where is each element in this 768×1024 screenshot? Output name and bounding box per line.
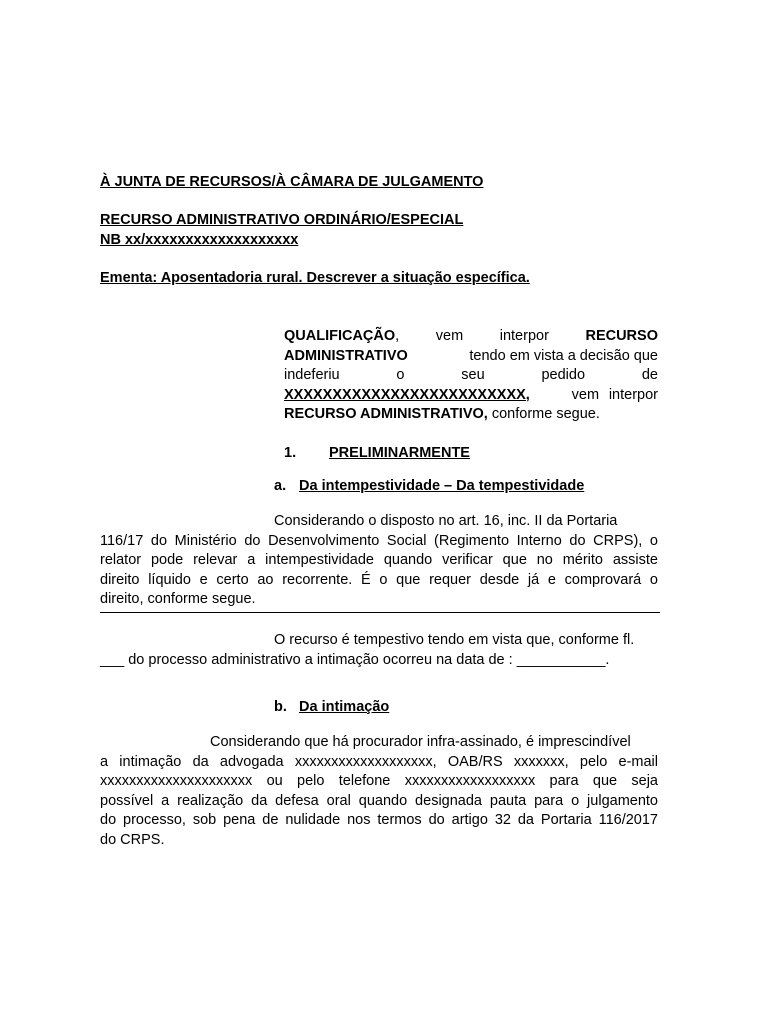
qualification-label: QUALIFICAÇÃO [284, 328, 396, 344]
intro-line-3: indeferiu o seu pedido de [284, 367, 658, 383]
benefit-number: NB xx/xxxxxxxxxxxxxxxxxxx [100, 232, 299, 248]
subsection-b-letter: b. [274, 699, 287, 715]
summary-heading: Ementa: Aposentadoria rural. Descrever a situação específica. [100, 270, 530, 286]
subsection-a-letter: a. [274, 478, 287, 494]
tempestivity-paragraph: Considerando o disposto no art. 16, inc. II da Portaria 116/17 do Ministério do Desenvolvimento Social (Regimento Interno do CRPS), o relator pode relevar a intempestividade quando verificar que no mérito assiste direito líquido e certo ao recorrente. É o que requer desde já e comprovará o direito, conforme segue. [100, 513, 658, 607]
request-placeholder: XXXXXXXXXXXXXXXXXXXXXXXXX, [284, 386, 530, 403]
section-divider [100, 612, 660, 613]
intro-line-5: RECURSO ADMINISTRATIVO, conforme segue. [284, 406, 600, 422]
intro-line-1: QUALIFICAÇÃO, vem interpor RECURSO [284, 328, 658, 344]
notification-paragraph: Considerando que há procurador infra-assinado, é imprescindível a intimação da advogada xxxxxxxxxxxxxxxxxxx, OAB/RS xxxxxxx, pelo e-mail xxxxxxxxxxxxxxxxxxxxx ou pelo telefone xxxxxxxxxxxxxxxxxx para que seja possível a realização da defesa oral quando designada pauta para o julgamento do processo, sob pena de nulidade nos termos do artigo 32 da Portaria 116/2017 do CRPS. [100, 734, 658, 848]
subsection-a-title: Da intempestividade – Da tempestividade [299, 478, 585, 494]
appeal-title: RECURSO ADMINISTRATIVO ORDINÁRIO/ESPECIAL [100, 212, 464, 228]
section-1-number: 1. [284, 445, 297, 461]
subsection-b-title: Da intimação [299, 699, 390, 715]
timeliness-paragraph: O recurso é tempestivo tendo em vista que, conforme fl. ___ do processo administrativo a intimação ocorreu na data de : ___________. [100, 632, 635, 668]
intro-line-4: XXXXXXXXXXXXXXXXXXXXXXXXX, vem interpor [284, 386, 658, 406]
section-1-title: PRELIMINARMENTE [329, 445, 470, 461]
intro-line-2: ADMINISTRATIVO tendo em vista a decisão que [284, 347, 658, 364]
intro-paragraph [284, 327, 658, 425]
addressee-heading: À JUNTA DE RECURSOS/À CÂMARA DE JULGAMENTO [100, 174, 484, 190]
